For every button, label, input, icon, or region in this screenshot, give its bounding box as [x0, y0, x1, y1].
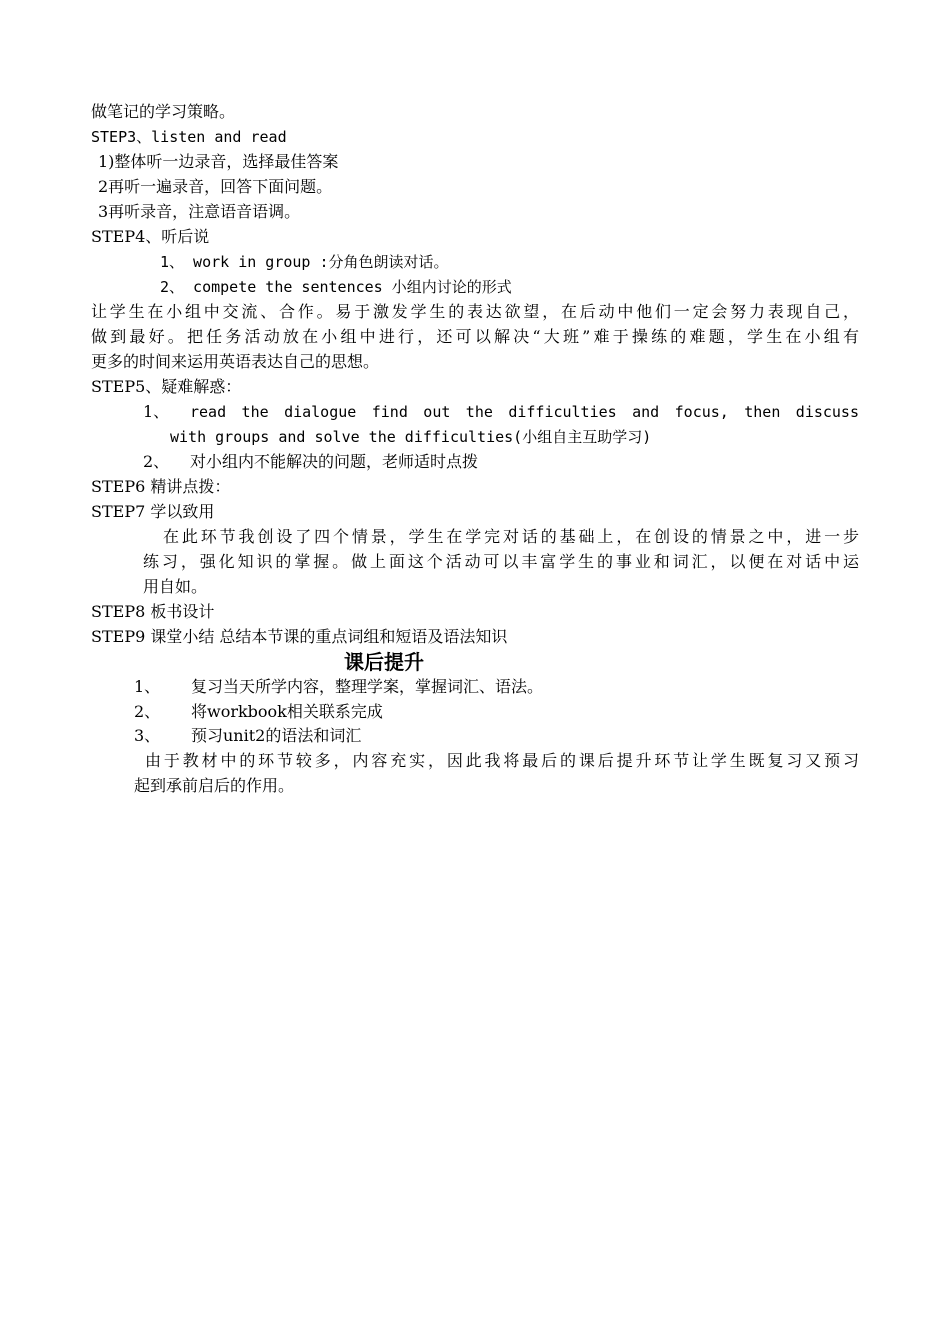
paragraph-line: 在此环节我创设了四个情景，学生在学完对话的基础上，在创设的情景之中，进一步 — [163, 527, 859, 546]
step5-heading: STEP5、疑难解惑： — [91, 377, 242, 396]
list-item: 将workbook相关联系完成 — [191, 702, 383, 721]
list-item: 对小组内不能解决的问题，老师适时点拨 — [190, 452, 479, 471]
list-item: read the dialogue find out the difficulties and focus, then discuss — [190, 403, 859, 421]
list-number: 2、 — [134, 702, 161, 721]
list-item: 复习当天所学内容，整理学案，掌握词汇、语法。 — [191, 677, 544, 696]
list-item: 1)整体听一边录音，选择最佳答案 — [98, 152, 339, 171]
list-item: 2、 compete the sentences 小组内讨论的形式 — [160, 278, 512, 296]
text-line: 做笔记的学习策略。 — [91, 102, 236, 121]
paragraph-line: 更多的时间来运用英语表达自己的思想。 — [91, 352, 380, 371]
list-number: 3、 — [134, 726, 161, 745]
paragraph-line: 练习，强化知识的掌握。做上面这个活动可以丰富学生的事业和词汇，以便在对话中运 — [143, 552, 859, 571]
list-item: 2再听一遍录音，回答下面问题。 — [98, 177, 333, 196]
list-number: 1、 — [134, 677, 161, 696]
paragraph-line: 让学生在小组中交流、合作。易于激发学生的表达欲望，在后动中他们一定会努力表现自己， — [91, 302, 859, 321]
paragraph-line: 做到最好。把任务活动放在小组中进行，还可以解决“大班”难于操练的难题，学生在小组有 — [91, 327, 859, 346]
step4-heading: STEP4、听后说 — [91, 227, 210, 246]
step8-heading: STEP8 板书设计 — [91, 602, 215, 621]
paragraph-line: 起到承前启后的作用。 — [134, 776, 295, 795]
list-item-continuation: with groups and solve the difficulties(小组自主互助学习) — [170, 428, 652, 446]
step6-heading: STEP6 精讲点拨： — [91, 477, 231, 496]
paragraph-line: 用自如。 — [143, 577, 208, 596]
paragraph-line: 由于教材中的环节较多，内容充实，因此我将最后的课后提升环节让学生既复习又预习 — [145, 751, 859, 770]
step9-heading: STEP9 课堂小结 总结本节课的重点词组和短语及语法知识 — [91, 627, 508, 646]
list-number: 2、 — [143, 452, 170, 471]
list-item: 1、 work in group :分角色朗读对话。 — [160, 253, 449, 271]
step3-heading: STEP3、listen and read — [91, 128, 287, 146]
step7-heading: STEP7 学以致用 — [91, 502, 215, 521]
list-item: 3再听录音，注意语音语调。 — [98, 202, 301, 221]
section-title: 课后提升 — [344, 650, 424, 674]
list-number: 1、 — [143, 402, 170, 421]
list-item: 预习unit2的语法和词汇 — [191, 726, 362, 745]
